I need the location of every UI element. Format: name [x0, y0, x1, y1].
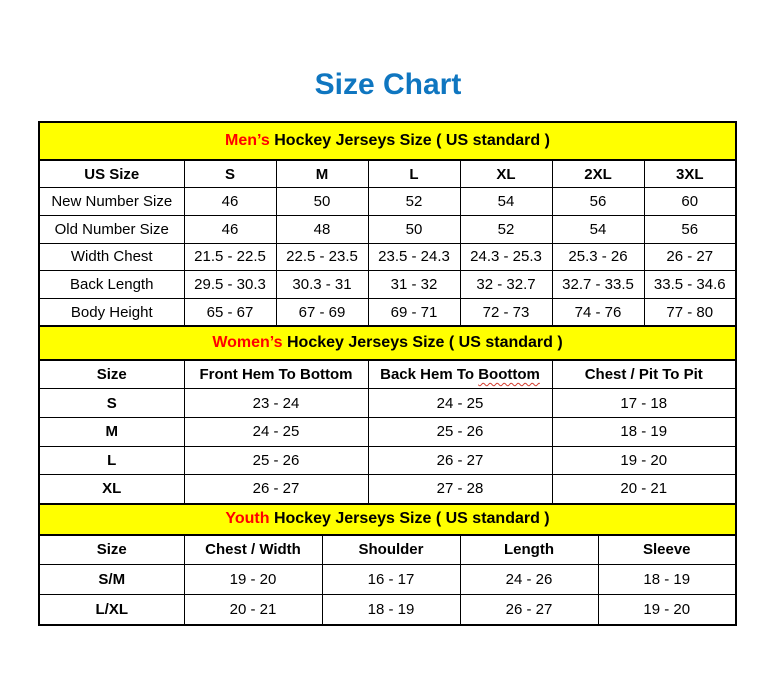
womens-value-cell: 26 - 27	[368, 446, 552, 475]
mens-table-row	[39, 298, 736, 326]
mens-table-row	[39, 271, 736, 299]
womens-value-cell: 25 - 26	[368, 418, 552, 447]
womens-value-cell: 17 - 18	[552, 389, 736, 418]
youth-value-cell: 24 - 26	[460, 565, 598, 595]
mens-column-header: XL	[460, 160, 552, 188]
mens-value-cell: 52	[368, 188, 460, 216]
womens-value-cell: 26 - 27	[184, 475, 368, 504]
womens-value-cell: 24 - 25	[184, 418, 368, 447]
mens-column-header: 2XL	[552, 160, 644, 188]
youth-table-row	[39, 565, 736, 595]
youth-value-cell: 16 - 17	[322, 565, 460, 595]
womens-column-header: Chest / Pit To Pit	[552, 360, 736, 389]
womens-table-row	[39, 475, 736, 504]
youth-value-cell: 19 - 20	[598, 595, 736, 625]
mens-value-cell: 60	[644, 188, 736, 216]
mens-value-cell: 26 - 27	[644, 243, 736, 271]
mens-column-header: M	[276, 160, 368, 188]
mens-value-cell: 74 - 76	[552, 298, 644, 326]
mens-value-cell: 54	[460, 188, 552, 216]
mens-value-cell: 77 - 80	[644, 298, 736, 326]
youth-column-header: Chest / Width	[184, 535, 322, 565]
mens-value-cell: 30.3 - 31	[276, 271, 368, 299]
mens-table-row	[39, 215, 736, 243]
mens-table-row	[39, 243, 736, 271]
mens-value-cell: 56	[644, 215, 736, 243]
youth-value-cell: 26 - 27	[460, 595, 598, 625]
mens-column-header: US Size	[39, 160, 184, 188]
womens-row-label: M	[39, 418, 184, 447]
mens-value-cell: 29.5 - 30.3	[184, 271, 276, 299]
womens-value-cell: 20 - 21	[552, 475, 736, 504]
mens-value-cell: 23.5 - 24.3	[368, 243, 460, 271]
womens-value-cell: 19 - 20	[552, 446, 736, 475]
mens-row-label: Width Chest	[39, 243, 184, 271]
womens-column-header: Size	[39, 360, 184, 389]
spellcheck-squiggle-word: Boottom	[478, 366, 540, 384]
size-chart-tables	[38, 121, 737, 626]
mens-value-cell: 46	[184, 188, 276, 216]
mens-row-label: Old Number Size	[39, 215, 184, 243]
mens-value-cell: 31 - 32	[368, 271, 460, 299]
mens-value-cell: 69 - 71	[368, 298, 460, 326]
mens-row-label: New Number Size	[39, 188, 184, 216]
mens-column-header: 3XL	[644, 160, 736, 188]
womens-row-label: XL	[39, 475, 184, 504]
womens-column-header: Front Hem To Bottom	[184, 360, 368, 389]
womens-value-cell: 27 - 28	[368, 475, 552, 504]
youth-column-header: Size	[39, 535, 184, 565]
mens-size-table	[38, 159, 737, 327]
youth-size-table	[38, 534, 737, 626]
youth-column-header: Sleeve	[598, 535, 736, 565]
mens-section-title-highlight: Men’s	[225, 132, 270, 149]
womens-section-header	[38, 325, 737, 361]
youth-value-cell: 19 - 20	[184, 565, 322, 595]
womens-section-title-rest: Hockey Jerseys Size ( US standard )	[282, 334, 563, 352]
youth-column-header: Length	[460, 535, 598, 565]
womens-value-cell: 25 - 26	[184, 446, 368, 475]
mens-value-cell: 22.5 - 23.5	[276, 243, 368, 271]
womens-row-label: L	[39, 446, 184, 475]
womens-row-label: S	[39, 389, 184, 418]
mens-value-cell: 50	[368, 215, 460, 243]
mens-column-header: S	[184, 160, 276, 188]
mens-header-row	[39, 160, 736, 188]
mens-value-cell: 33.5 - 34.6	[644, 271, 736, 299]
womens-value-cell: 24 - 25	[368, 389, 552, 418]
womens-table-row	[39, 389, 736, 418]
youth-row-label: L/XL	[39, 595, 184, 625]
mens-value-cell: 50	[276, 188, 368, 216]
mens-value-cell: 52	[460, 215, 552, 243]
mens-section-header	[38, 121, 737, 161]
youth-value-cell: 20 - 21	[184, 595, 322, 625]
mens-value-cell: 25.3 - 26	[552, 243, 644, 271]
womens-section-title-highlight: Women’s	[212, 334, 283, 352]
mens-value-cell: 32 - 32.7	[460, 271, 552, 299]
youth-section-header	[38, 503, 737, 536]
mens-value-cell: 24.3 - 25.3	[460, 243, 552, 271]
youth-table-row	[39, 595, 736, 625]
womens-value-cell: 18 - 19	[552, 418, 736, 447]
womens-value-cell: 23 - 24	[184, 389, 368, 418]
mens-row-label: Body Height	[39, 298, 184, 326]
page-title: Size Chart	[314, 68, 462, 101]
youth-row-label: S/M	[39, 565, 184, 595]
mens-value-cell: 56	[552, 188, 644, 216]
womens-size-table	[38, 359, 737, 504]
youth-section-title-rest: Hockey Jerseys Size ( US standard )	[269, 510, 550, 528]
mens-value-cell: 72 - 73	[460, 298, 552, 326]
mens-value-cell: 54	[552, 215, 644, 243]
mens-value-cell: 65 - 67	[184, 298, 276, 326]
mens-row-label: Back Length	[39, 271, 184, 299]
youth-header-row	[39, 535, 736, 565]
womens-table-row	[39, 418, 736, 447]
mens-column-header: L	[368, 160, 460, 188]
mens-value-cell: 21.5 - 22.5	[184, 243, 276, 271]
womens-table-row	[39, 446, 736, 475]
womens-header-row	[39, 360, 736, 389]
mens-value-cell: 46	[184, 215, 276, 243]
youth-value-cell: 18 - 19	[322, 595, 460, 625]
mens-section-title-rest: Hockey Jerseys Size ( US standard )	[269, 132, 550, 149]
youth-value-cell: 18 - 19	[598, 565, 736, 595]
youth-section-title-highlight: Youth	[225, 510, 270, 528]
mens-value-cell: 32.7 - 33.5	[552, 271, 644, 299]
mens-table-row	[39, 188, 736, 216]
youth-column-header: Shoulder	[322, 535, 460, 565]
mens-value-cell: 67 - 69	[276, 298, 368, 326]
mens-value-cell: 48	[276, 215, 368, 243]
womens-column-header: Back Hem To Boottom	[368, 360, 552, 389]
